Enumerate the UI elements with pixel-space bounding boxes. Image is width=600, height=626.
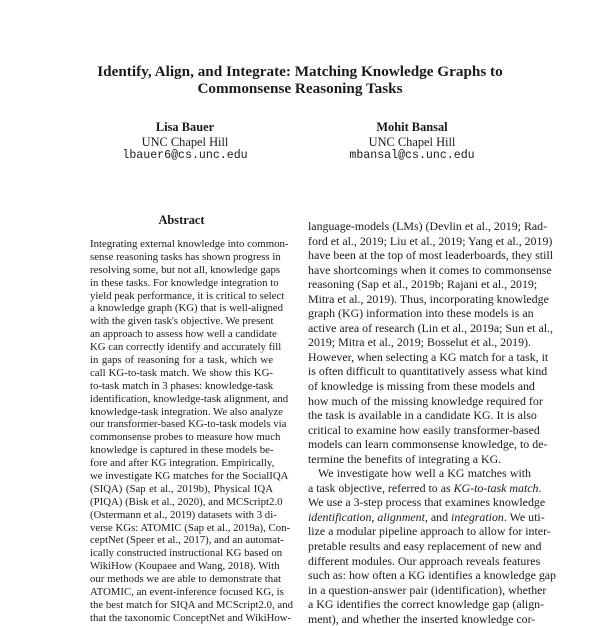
body-line: such as: how often a KG identifies a knowledge gap	[308, 568, 556, 583]
abstract-line: knowledge is captured in these models be-	[90, 444, 274, 457]
body-line: Mitra et al., 2019). Thus, incorporating knowledge	[308, 291, 549, 306]
author-name: Mohit Bansal	[376, 120, 448, 134]
abstract-line: Integrating external knowledge into common-	[90, 238, 289, 250]
abstract-line: KG can correctly identify and accurately fill	[90, 341, 282, 354]
abstract-line: verse KGs: ATOMIC (Sap et al., 2019a), Con-	[90, 521, 291, 534]
abstract-line: an approach to assess how well a candidate	[90, 328, 277, 341]
author-block-1	[75, 120, 295, 164]
body-line: in a question-answer pair (identification), whether	[308, 582, 547, 597]
body-text: . We uti-	[503, 509, 545, 524]
abstract-body	[90, 238, 294, 625]
body-line: 2019; Mitra et al., 2019; Bosselut et al., 2019).	[308, 335, 531, 350]
abstract-line: a knowledge graph (KG) that is well-aligned	[90, 302, 284, 315]
body-line: termine the benefits of integrating a KG.	[308, 451, 502, 466]
author-name: Lisa Bauer	[155, 120, 215, 134]
abstract-line: with the given task's objective. We present	[90, 315, 274, 328]
abstract-line: knowledge-task integration. We also analyze	[90, 405, 283, 418]
body-line: have shortcomings when it comes to commonsense	[308, 262, 552, 277]
emphasized-term: integration	[451, 509, 504, 524]
body-line: the task is available in a candidate KG. It is also	[308, 408, 537, 423]
abstract-line: that the taxonomic ConceptNet and WikiHow-	[90, 611, 292, 624]
body-line: critical to examine how easily transformer-based	[308, 422, 540, 437]
abstract-line: resolving some, but not all, knowledge gaps	[90, 263, 281, 276]
abstract-line: identification, knowledge-task alignment, and	[90, 392, 289, 405]
body-line: ford et al., 2019; Liu et al., 2019; Yang et al., 2019)	[308, 233, 553, 248]
abstract-line: (PIQA) (Bisk et al., 2020), and MCScript2.0	[90, 495, 283, 508]
abstract-line: call KG-to-task match. We show this KG-	[90, 366, 273, 379]
abstract-line: fore and after KG integration. Empirically,	[90, 457, 275, 470]
body-line: We use a 3-step process that examines knowledge	[308, 495, 546, 510]
abstract-line: WikiHow (Koupaee and Wang, 2018). With	[90, 560, 280, 573]
body-line: of knowledge is missing from these models and	[308, 379, 535, 394]
body-line: have been at the top of most leaderboards, they still	[308, 248, 554, 263]
body-line: a KG identifies the correct knowledge gap (align-	[308, 597, 545, 612]
body-text: ,	[371, 509, 378, 524]
body-text: .	[538, 480, 542, 495]
abstract-line: (SIQA) (Sap et al., 2019b), Physical IQA	[90, 482, 273, 495]
author-email: lbauer6@cs.unc.edu	[122, 149, 248, 163]
title-line-2: Commonsense Reasoning Tasks	[197, 80, 403, 97]
body-line: reasoning (Sap et al., 2019b; Rajani et al., 2019;	[308, 277, 538, 292]
body-line: graph (KG) information into these models is an	[308, 306, 534, 321]
body-line: active area of research (Lin et al., 2019a; Sun et al.,	[308, 320, 553, 335]
abstract-line: yield peak performance, it is critical to select	[90, 289, 285, 302]
abstract-line: (Ostermann et al., 2019) datasets with 3 di-	[90, 508, 277, 521]
abstract-line: ATOMIC, an event-inference focused KG, is	[90, 586, 284, 599]
emphasized-term: identification	[308, 509, 372, 524]
body-line: However, when selecting a KG match for a task, it	[308, 349, 549, 364]
abstract-line: ically constructed instructional KG based on	[90, 547, 283, 560]
emphasized-term: alignment	[377, 509, 425, 524]
abstract-line: our transformer-based KG-to-task models via	[90, 418, 287, 431]
body-line: lize a modular pipeline approach to allow for inter-	[308, 524, 551, 539]
abstract-line: commonsense probes to measure how much	[90, 431, 281, 444]
abstract-line: sense reasoning tasks has shown progress in	[90, 250, 281, 263]
body-line	[308, 480, 542, 496]
paper-title	[0, 63, 600, 97]
body-line: how much of the missing knowledge required for	[308, 393, 543, 408]
body-line	[308, 509, 545, 525]
emphasized-term: KG-to-task match	[453, 480, 539, 495]
body-line: language-models (LMs) (Devlin et al., 2019; Rad-	[308, 219, 548, 233]
body-line: pretable results and easy replacement of new and	[308, 539, 542, 554]
title-line-1: Identify, Align, and Integrate: Matching Knowledge Graphs to	[97, 63, 503, 80]
paragraph-start-line: We investigate how well a KG matches with	[318, 466, 531, 481]
author-block-2	[302, 120, 522, 164]
abstract-heading: Abstract	[158, 213, 205, 227]
abstract-line: to-task match in 3 phases: knowledge-task	[90, 379, 274, 392]
body-line: different modules. Our approach reveals features	[308, 553, 541, 568]
abstract-line: our methods we are able to demonstrate that	[90, 573, 281, 586]
introduction-column	[308, 219, 556, 626]
abstract-line: ceptNet (Speer et al., 2017), and an automat-	[90, 534, 284, 547]
abstract-line: in these tasks. For knowledge integration to	[90, 276, 279, 289]
abstract-line: we investigate KG matches for the SocialIQA	[90, 470, 289, 483]
abstract-line: in gaps of reasoning for a task, which we	[90, 354, 273, 367]
author-affiliation: UNC Chapel Hill	[141, 134, 229, 149]
author-email: mbansal@cs.unc.edu	[349, 149, 475, 163]
abstract-line: the best match for SIQA and MCScript2.0, and	[90, 598, 294, 611]
body-text: , and	[424, 509, 452, 524]
body-line: models can learn commonsense knowledge, to de-	[308, 437, 548, 452]
author-affiliation: UNC Chapel Hill	[368, 134, 456, 149]
body-line: is often difficult to quantitatively assess what kind	[308, 364, 548, 379]
body-text: a task objective, referred to as	[308, 480, 454, 495]
body-line: ment), and whether the inserted knowledge cor-	[308, 611, 536, 626]
